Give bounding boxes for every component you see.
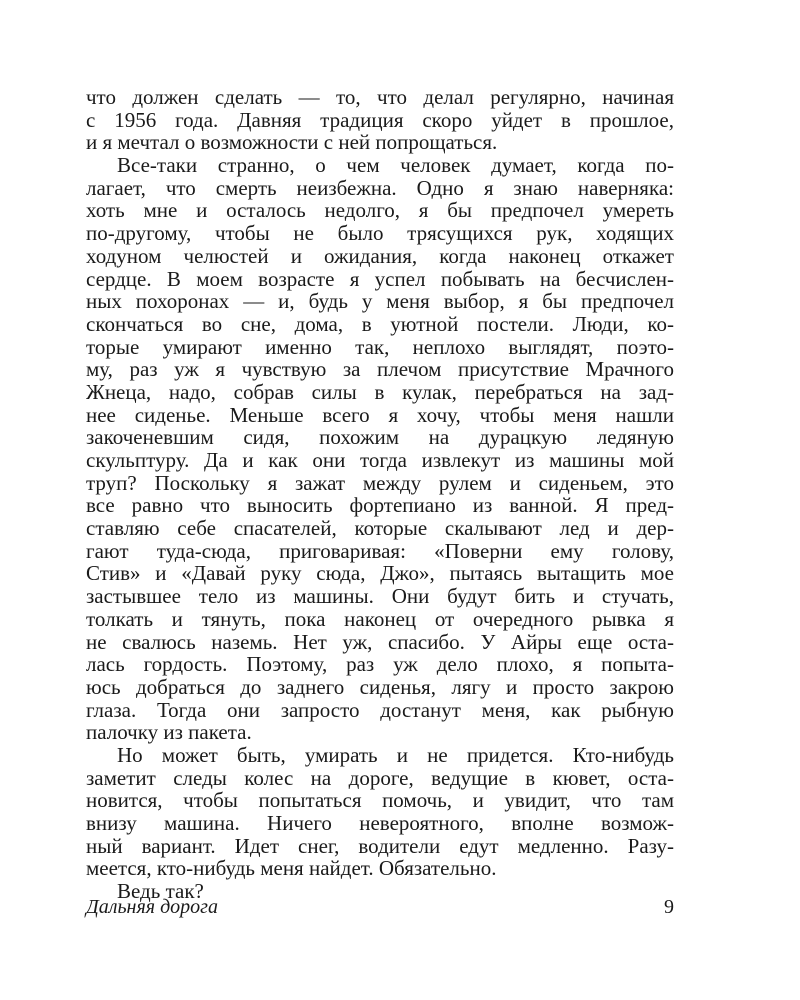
page-footer [86,896,674,922]
text-line: новится, чтобы попытаться помочь, и увидит, что там [86,788,674,813]
text-line: Ведь так? [117,879,204,904]
text-line: юсь добраться до заднего сиденья, лягу и просто закрою [86,674,674,699]
text-line: Жнеца, надо, собрав силы в кулак, перебраться на зад- [86,379,674,404]
text-line: лагает, что смерть неизбежна. Одно я знаю наверняка: [86,175,674,200]
text-line: хоть мне и осталось недолго, я бы предпочел умереть [86,198,674,223]
text-line: застывшее тело из машины. Они будут бить и стучать, [86,584,674,609]
text-line: не свалюсь наземь. Нет уж, спасибо. У Айры еще оста- [86,629,674,654]
text-line: скульптуру. Да и как они тогда извлекут из машины мой [86,448,674,472]
running-title: Дальняя дорога [86,896,218,918]
text-line: сердце. В моем возрасте я успел побывать на бесчислен- [86,266,674,291]
text-line: внизу машина. Ничего невероятного, вполне возмож- [86,811,674,835]
text-line: закоченевшим сидя, похожим на дурацкую ледяную [86,425,674,450]
text-line: му, раз уж я чувствую за плечом присутствие Мрачного [86,357,674,382]
text-line: по-другому, чтобы не было трясущихся рук, ходящих [86,221,674,246]
text-line: толкать и тянуть, пока наконец от очередного рывка я [86,606,674,631]
text-line: ходуном челюстей и ожидания, когда наконец откажет [86,243,674,268]
text-line: лась гордость. Поэтому, раз уж дело плохо, я попыта- [86,652,674,677]
text-line: Стив» и «Давай руку сюда, Джо», пытаясь вытащить мое [86,561,674,586]
text-line: скончаться во сне, дома, в уютной постели. Люди, ко- [86,311,674,336]
text-line: ставляю себе спасателей, которые скалывают лед и дер- [86,516,674,541]
text-line: ных похоронах — и, будь у меня выбор, я бы предпочел [86,289,674,314]
text-line: Но может быть, умирать и не придется. Кто-нибудь [117,742,674,767]
text-line: глаза. Тогда они запросто достанут меня, как рыбную [86,697,674,722]
text-line: труп? Поскольку я зажат между рулем и сиденьем, это [86,470,674,495]
text-line: меется, кто-нибудь меня найдет. Обязательно. [86,856,497,881]
page-body [86,86,674,903]
text-line: нее сиденье. Меньше всего я хочу, чтобы меня нашли [86,402,674,427]
text-line: что должен сделать — то, что делал регулярно, начиная [86,85,674,109]
page-number: 9 [664,896,674,918]
text-line: с 1956 года. Давняя традиция скоро уйдет в прошлое, [86,107,674,132]
text-line: гают туда-сюда, приговаривая: «Поверни ему голову, [86,538,674,563]
text-line: все равно что выносить фортепиано из ванной. Я пред- [86,493,674,518]
text-line: ный вариант. Идет снег, водители едут медленно. Разу- [86,833,674,858]
text-line: заметит следы колес на дороге, ведущие в кювет, оста- [86,765,674,790]
text-line: торые умирают именно так, неплохо выглядят, поэто- [86,334,674,359]
text-line: палочку из пакета. [86,720,252,745]
text-line: и я мечтал о возможности с ней попрощаться. [86,130,498,155]
text-line: Все-таки странно, о чем человек думает, когда по- [117,153,674,178]
